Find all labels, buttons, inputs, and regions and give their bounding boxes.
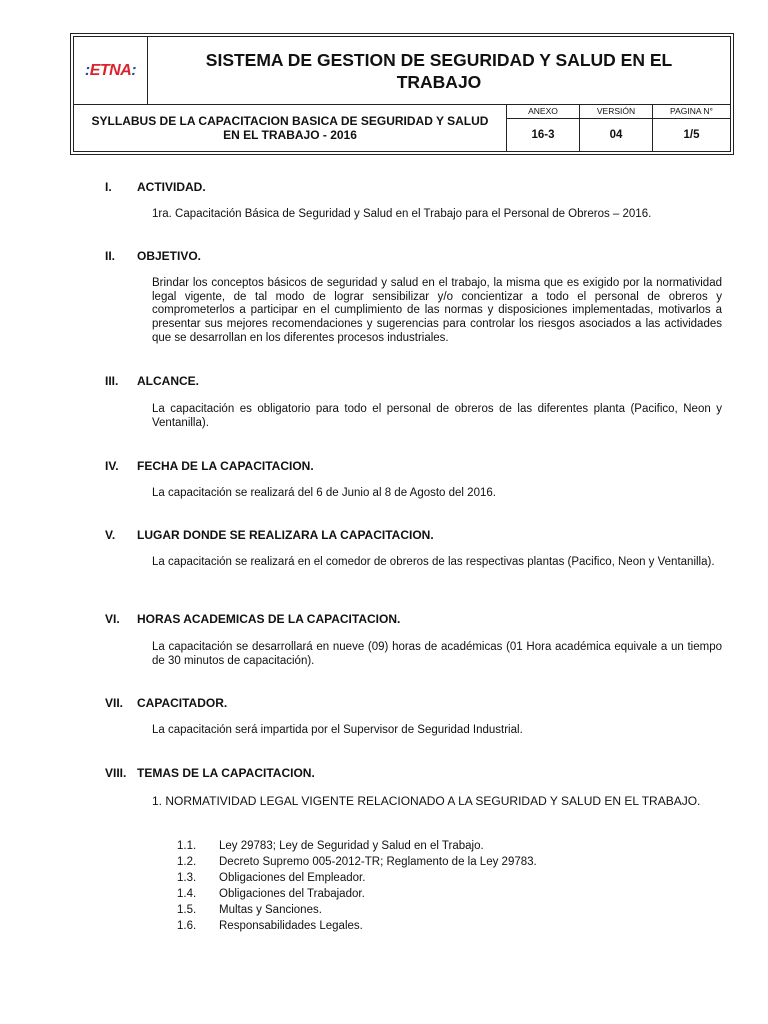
section-text: La capacitación es obligatorio para todo el personal de obreros de las diferentes planta (Pacifico, Neon y Ventanilla). — [152, 403, 722, 429]
item-text: Obligaciones del Trabajador. — [219, 888, 365, 900]
item-text: Obligaciones del Empleador. — [219, 872, 366, 884]
version-cell — [579, 105, 652, 151]
document-title: SISTEMA DE GESTION DE SEGURIDAD Y SALUD EN EL TRABAJO — [205, 49, 673, 92]
section-text: La capacitación será impartida por el Supervisor de Seguridad Industrial. — [152, 724, 523, 736]
item-text: Ley 29783; Ley de Seguridad y Salud en el Trabajo. — [219, 840, 484, 852]
anexo-value: 16-3 — [531, 129, 555, 141]
pagina-value: 1/5 — [683, 129, 700, 141]
etna-logo: :ETNA: — [84, 61, 137, 79]
logo-text: ETNA — [89, 61, 132, 79]
header-row-2 — [74, 104, 730, 151]
item-number: 1.4. — [177, 888, 197, 900]
section-number: I. — [105, 180, 112, 194]
section-number: VIII. — [105, 766, 127, 780]
item-text: Decreto Supremo 005-2012-TR; Reglamento de la Ley 29783. — [219, 856, 537, 868]
item-text: Multas y Sanciones. — [219, 904, 322, 916]
topic-main: 1. NORMATIVIDAD LEGAL VIGENTE RELACIONADO A LA SEGURIDAD Y SALUD EN EL TRABAJO. — [152, 794, 701, 808]
document-header — [70, 33, 734, 155]
section-text: Brindar los conceptos básicos de seguridad y salud en el trabajo, la misma que es exigido por la normatividad legal vigente, de tal modo de lograr sensibilizar y/o concientizar a todo el personal de obreros y comprometerlos a participar en el cumplimiento de las normas y disposiciones implementadas, motivarlos a presentar sus mejores recomendaciones y sugerencias para controlar los riesgos asociados a las actividades que se desarrollan en los diferentes procesos industriales. — [152, 277, 722, 344]
pagina-cell — [652, 105, 730, 151]
section-text: 1ra. Capacitación Básica de Seguridad y Salud en el Trabajo para el Personal de Obreros – 2016. — [152, 208, 652, 220]
section-heading: TEMAS DE LA CAPACITACION. — [137, 766, 315, 780]
item-text: Responsabilidades Legales. — [219, 920, 363, 932]
section-heading: LUGAR DONDE SE REALIZARA LA CAPACITACION. — [137, 528, 434, 542]
section-heading: HORAS ACADEMICAS DE LA CAPACITACION. — [137, 612, 401, 626]
pagina-label: PAGINA N° — [653, 105, 730, 119]
anexo-label: ANEXO — [507, 105, 579, 119]
header-frame — [73, 36, 731, 152]
section-number: IV. — [105, 459, 119, 473]
section-number: VI. — [105, 612, 120, 626]
anexo-cell — [506, 105, 579, 151]
section-number: II. — [105, 249, 116, 263]
section-number: VII. — [105, 696, 124, 710]
item-number: 1.5. — [177, 904, 197, 916]
section-text: La capacitación se desarrollará en nueve (09) horas de académicas (01 Hora académica equivale a un tiempo de 30 minutos de capacitación). — [152, 641, 722, 667]
syllabus-title: SYLLABUS DE LA CAPACITACION BASICA DE SEGURIDAD Y SALUD EN EL TRABAJO - 2016 — [91, 114, 489, 142]
item-number: 1.3. — [177, 872, 197, 884]
section-heading: CAPACITADOR. — [137, 696, 228, 710]
version-value: 04 — [609, 129, 623, 141]
section-heading: ACTIVIDAD. — [137, 180, 206, 194]
section-heading: FECHA DE LA CAPACITACION. — [137, 459, 314, 473]
section-text: La capacitación se realizará en el comedor de obreros de las respectivas plantas (Pacifico, Neon y Ventanilla). — [152, 556, 715, 568]
section-heading: OBJETIVO. — [137, 249, 202, 263]
item-number: 1.1. — [177, 840, 197, 852]
logo-cell — [74, 37, 148, 104]
section-number: V. — [105, 528, 116, 542]
section-text: La capacitación se realizará del 6 de Junio al 8 de Agosto del 2016. — [152, 487, 496, 499]
section-heading: ALCANCE. — [137, 374, 199, 388]
section-number: III. — [105, 374, 119, 388]
version-label: VERSIÓN — [580, 105, 652, 119]
item-number: 1.6. — [177, 920, 197, 932]
item-number: 1.2. — [177, 856, 197, 868]
